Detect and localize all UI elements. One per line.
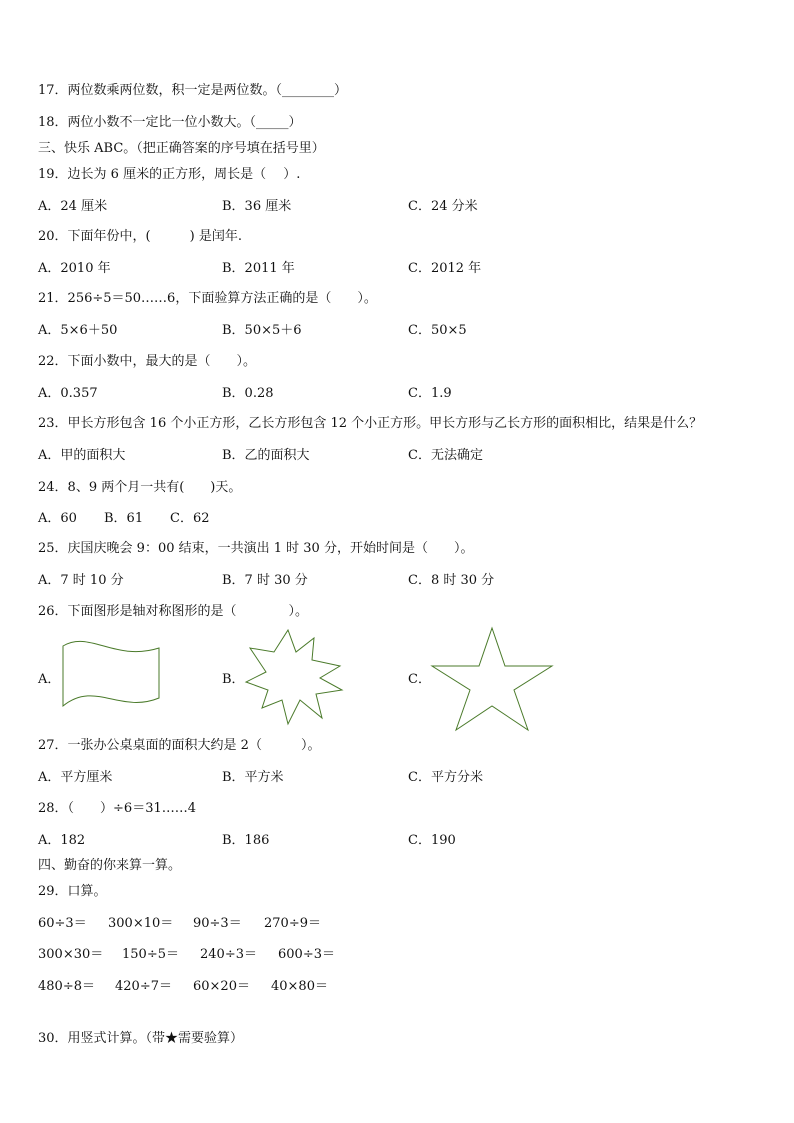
mental-math-item: 480÷8＝ (38, 979, 95, 994)
section-3-heading: 三、快乐 ABC。（把正确答案的序号填在括号里） (38, 141, 325, 156)
q26-option-b: B． (222, 672, 245, 687)
q21-option-b: B．50×5＋6 (222, 323, 302, 338)
q28-option-a: A．182 (38, 833, 86, 848)
q24-option-a: A．60 (38, 511, 77, 526)
q24-option-b: B．61 (104, 511, 144, 526)
q19-option-a: A．24 厘米 (38, 199, 108, 214)
mental-math-item: 270÷9＝ (264, 916, 321, 931)
mental-math-item: 420÷7＝ (115, 979, 172, 994)
mental-math-item: 40×80＝ (271, 979, 328, 994)
mental-math-item: 240÷3＝ (200, 947, 257, 962)
q28-option-c: C．190 (408, 833, 456, 848)
question-25: 25．庆国庆晚会 9：00 结束，一共演出 1 时 30 分，开始时间是（ ）。 (38, 541, 474, 556)
q28-option-b: B．186 (222, 833, 270, 848)
q24-option-c: C．62 (170, 511, 210, 526)
question-23: 23．甲长方形包含 16 个小正方形，乙长方形包含 12 个小正方形。甲长方形与乙长方形的面积相比，结果是什么？ (38, 416, 703, 431)
question-24: 24．8、9 两个月一共有( )天。 (38, 480, 242, 495)
q22-option-b: B．0.28 (222, 386, 274, 401)
q19-option-b: B．36 厘米 (222, 199, 292, 214)
q25-option-a: A．7 时 10 分 (38, 573, 124, 588)
q20-option-a: A．2010 年 (38, 261, 111, 276)
question-26: 26．下面图形是轴对称图形的是（ ）。 (38, 604, 309, 619)
mental-math-item: 600÷3＝ (278, 947, 335, 962)
mental-math-item: 90÷3＝ (193, 916, 242, 931)
q20-option-b: B．2011 年 (222, 261, 295, 276)
mental-math-item: 150÷5＝ (122, 947, 179, 962)
mental-math-item: 300×30＝ (38, 947, 104, 962)
q20-option-c: C．2012 年 (408, 261, 482, 276)
question-19: 19．边长为 6 厘米的正方形，周长是（ ）. (38, 167, 301, 182)
q21-option-a: A．5×6＋50 (38, 323, 118, 338)
q19-option-c: C．24 分米 (408, 199, 478, 214)
section-4-heading: 四、勤奋的你来算一算。 (38, 858, 182, 873)
q26-option-a: A． (38, 672, 61, 687)
q23-option-b: B．乙的面积大 (222, 448, 310, 463)
q21-option-c: C．50×5 (408, 323, 467, 338)
mental-math-item: 300×10＝ (108, 916, 174, 931)
q26-option-c: C． (408, 672, 431, 687)
q27-option-c: C．平方分米 (408, 770, 483, 785)
q25-option-b: B．7 时 30 分 (222, 573, 308, 588)
question-18: 18．两位小数不一定比一位小数大。（_____） (38, 115, 302, 130)
question-21: 21．256÷5＝50……6，下面验算方法正确的是（ ）。 (38, 291, 377, 306)
question-29: 29．口算。 (38, 884, 107, 899)
mental-math-item: 60×20＝ (193, 979, 250, 994)
starburst-shape (244, 628, 344, 726)
q25-option-c: C．8 时 30 分 (408, 573, 495, 588)
q22-option-c: C．1.9 (408, 386, 452, 401)
question-28: 28．（ ）÷6＝31……4 (38, 801, 197, 816)
question-20: 20．下面年份中，( ) 是闰年. (38, 229, 242, 244)
wavy-flag-shape (60, 636, 162, 712)
q23-option-c: C．无法确定 (408, 448, 483, 463)
question-27: 27．一张办公桌桌面的面积大约是 2（ ）。 (38, 738, 321, 753)
mental-math-item: 60÷3＝ (38, 916, 87, 931)
q23-option-a: A．甲的面积大 (38, 448, 126, 463)
q22-option-a: A．0.357 (38, 386, 98, 401)
question-22: 22．下面小数中，最大的是（ ）。 (38, 354, 257, 369)
five-point-star-shape (430, 626, 554, 732)
question-30: 30．用竖式计算。（带★需要验算） (38, 1031, 244, 1046)
q27-option-a: A．平方厘米 (38, 770, 113, 785)
question-17: 17．两位数乘两位数，积一定是两位数。（________） (38, 83, 348, 98)
q27-option-b: B．平方米 (222, 770, 284, 785)
